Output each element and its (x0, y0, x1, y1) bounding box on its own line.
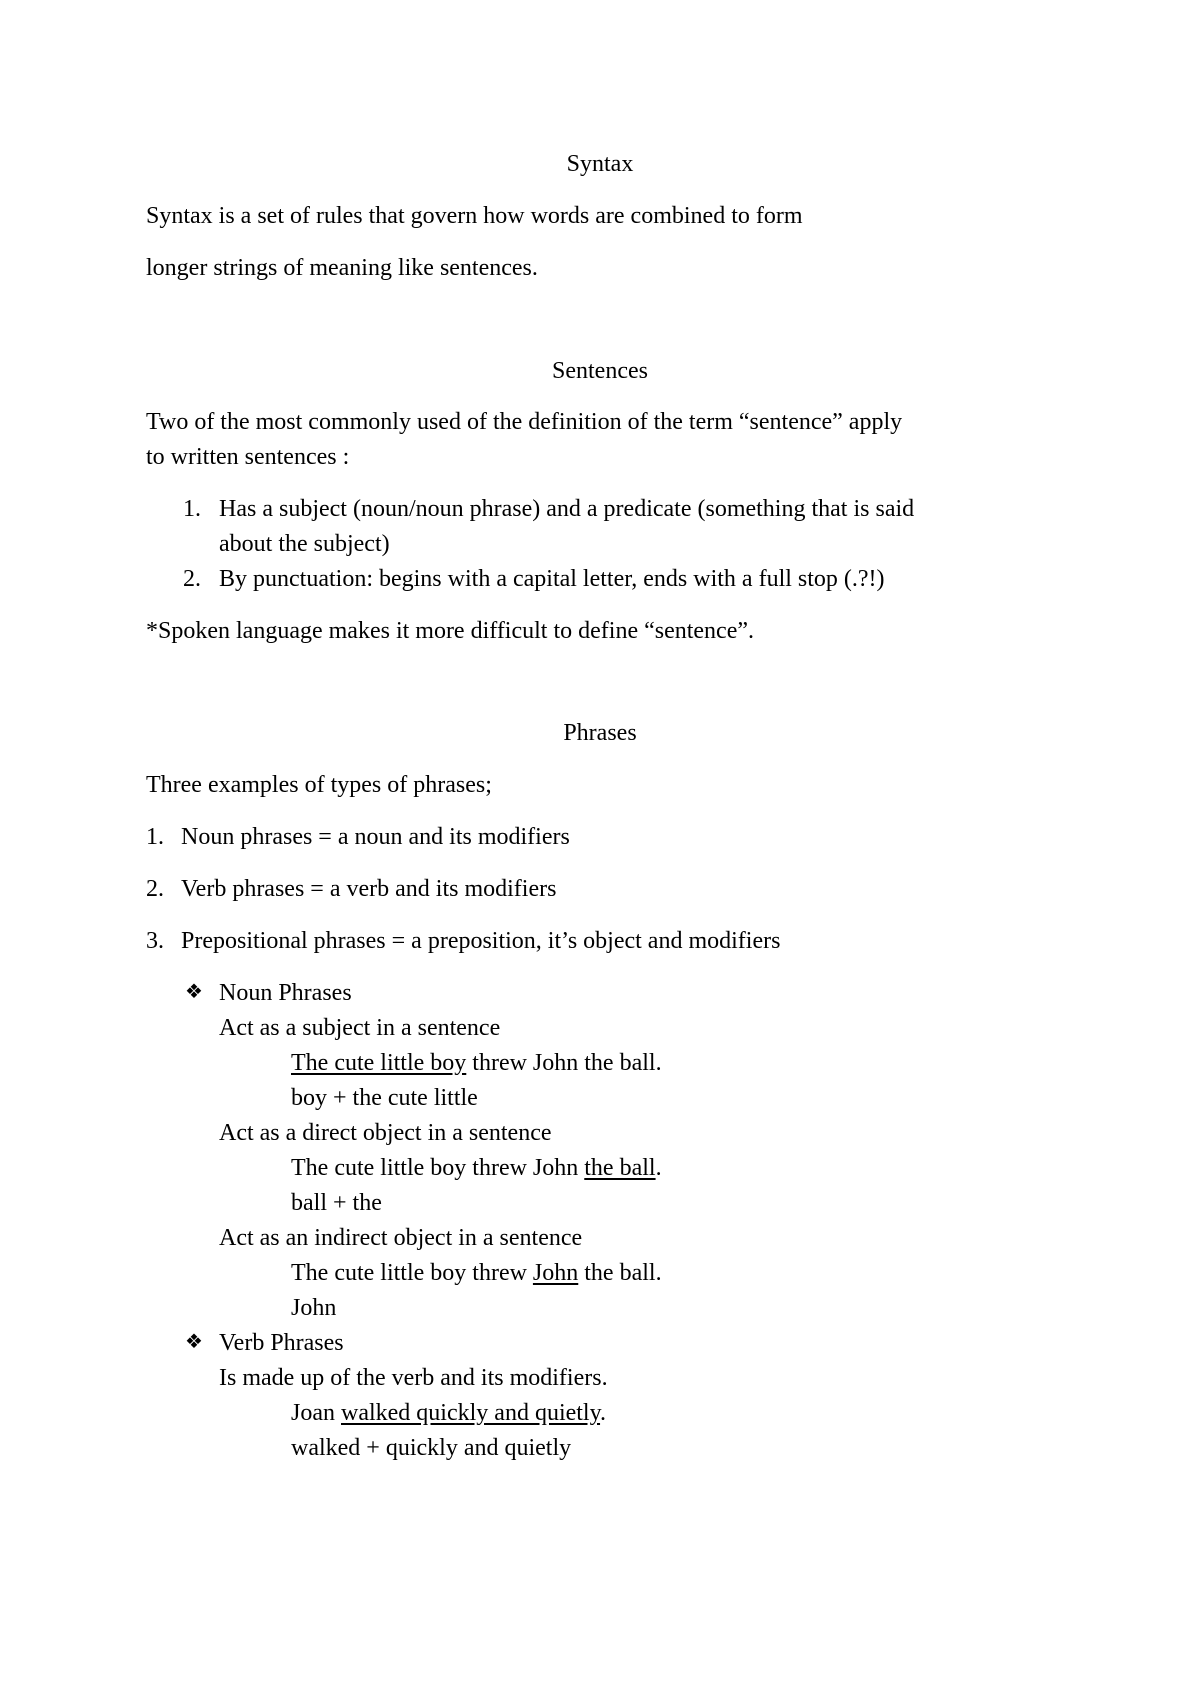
noun-direct-object-analysis: ball + the (291, 1190, 382, 1216)
sentences-item-2-line-1: By punctuation: begins with a capital letter, ends with a full stop (.?!) (219, 566, 885, 592)
underlined-noun-phrase: The cute little boy (291, 1050, 467, 1076)
sentences-item-1-line-1: Has a subject (noun/noun phrase) and a predicate (something that is said (219, 496, 915, 522)
underlined-noun-phrase: John (532, 1260, 579, 1286)
phrases-item-1: Noun phrases = a noun and its modifiers (181, 824, 570, 850)
sentences-note: *Spoken language makes it more difficult to define “sentence”. (146, 618, 755, 644)
example-before: The cute little boy threw John (291, 1155, 585, 1181)
verb-phrase-example (291, 1399, 606, 1428)
example-after: . (655, 1155, 662, 1181)
underlined-verb-phrase: walked quickly and quietly (341, 1400, 601, 1426)
noun-indirect-object-label: Act as an indirect object in a sentence (219, 1225, 583, 1251)
phrases-intro: Three examples of types of phrases; (146, 772, 492, 798)
diamond-bullet-icon: ❖ (185, 1329, 203, 1353)
phrases-title: Phrases (563, 720, 637, 746)
underlined-noun-phrase: the ball (584, 1155, 656, 1181)
example-before: Joan (291, 1400, 341, 1426)
sentences-item-number: 2. (183, 566, 201, 592)
phrases-item-2: Verb phrases = a verb and its modifiers (181, 876, 557, 902)
example-before: The cute little boy threw (291, 1260, 533, 1286)
noun-phrases-heading: Noun Phrases (219, 980, 352, 1006)
syntax-paragraph-line-1: Syntax is a set of rules that govern how words are combined to form (146, 203, 803, 229)
example-rest: threw John the ball. (466, 1050, 662, 1076)
phrases-item-3: Prepositional phrases = a preposition, it’s object and modifiers (181, 928, 781, 954)
sentences-item-1-line-2: about the subject) (219, 531, 390, 557)
syntax-paragraph-line-2: longer strings of meaning like sentences. (146, 255, 538, 281)
sentences-intro-line-2: to written sentences : (146, 444, 350, 470)
noun-subject-label: Act as a subject in a sentence (219, 1015, 501, 1041)
example-after: . (600, 1400, 607, 1426)
noun-indirect-object-analysis: John (291, 1295, 337, 1321)
example-after: the ball. (578, 1260, 662, 1286)
syntax-title: Syntax (566, 151, 634, 177)
noun-indirect-object-example (291, 1259, 662, 1288)
sentences-title: Sentences (552, 358, 648, 384)
noun-subject-analysis: boy + the cute little (291, 1085, 478, 1111)
phrases-item-number: 3. (146, 928, 164, 954)
verb-phrases-description: Is made up of the verb and its modifiers. (219, 1365, 608, 1391)
phrases-item-number: 2. (146, 876, 164, 902)
noun-subject-example (291, 1049, 662, 1078)
phrases-item-number: 1. (146, 824, 164, 850)
noun-direct-object-label: Act as a direct object in a sentence (219, 1120, 552, 1146)
sentences-intro-line-1: Two of the most commonly used of the definition of the term “sentence” apply (146, 409, 903, 435)
sentences-item-number: 1. (183, 496, 201, 522)
verb-phrases-heading: Verb Phrases (219, 1330, 344, 1356)
diamond-bullet-icon: ❖ (185, 979, 203, 1003)
verb-phrase-analysis: walked + quickly and quietly (291, 1435, 572, 1461)
noun-direct-object-example (291, 1154, 662, 1183)
